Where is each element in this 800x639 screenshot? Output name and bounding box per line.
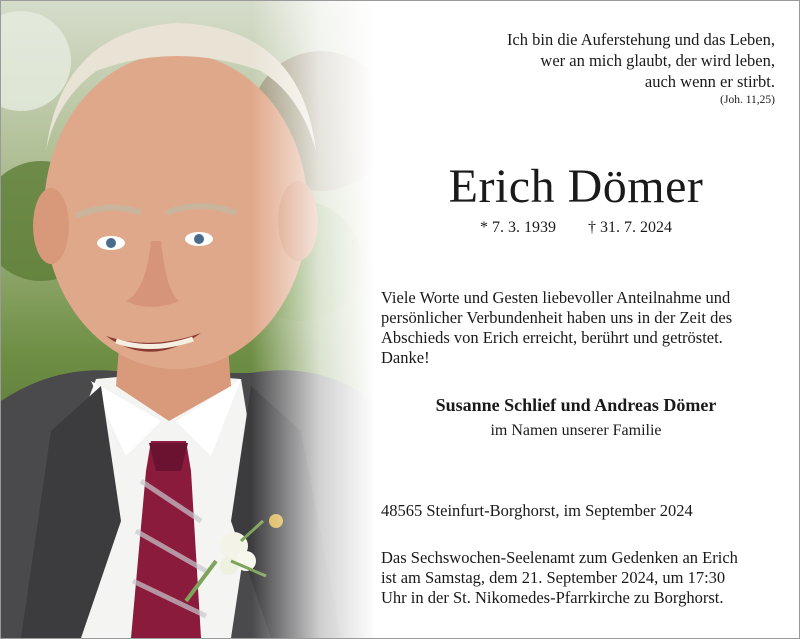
photo-fade <box>251 1 373 638</box>
verse-line: Ich bin die Auferstehung und das Leben, <box>506 30 775 49</box>
thanks-paragraph <box>381 288 773 368</box>
service-line: Das Sechswochen-Seelenamt zum Gedenken an Erich <box>381 548 738 567</box>
verse-line: auch wenn er stirbt. <box>644 72 775 91</box>
life-dates <box>377 219 775 237</box>
service-paragraph <box>381 548 773 608</box>
text-column <box>377 1 775 638</box>
verse-line: wer an mich glaubt, der wird leben, <box>540 51 775 70</box>
signer-names: Susanne Schlief und Andreas Dömer <box>435 395 717 415</box>
service-line: ist am Samstag, dem 21. September 2024, um 17:30 <box>381 568 726 587</box>
birth-date: * 7. 3. 1939 <box>480 219 556 236</box>
thanks-line: persönlicher Verbundenheit haben uns in der Zeit des <box>381 308 733 327</box>
bible-verse <box>507 29 775 108</box>
portrait-photo <box>1 1 373 638</box>
deceased-name: Erich Dömer <box>448 160 704 213</box>
service-line: Uhr in der St. Nikomedes-Pfarrkirche zu Borghorst. <box>381 588 724 607</box>
signer-subline: im Namen unserer Familie <box>490 422 662 439</box>
thanks-line: Viele Worte und Gesten liebevoller Anteilnahme und <box>381 288 731 307</box>
death-date: † 31. 7. 2024 <box>588 219 672 236</box>
thanks-line: Danke! <box>381 348 430 367</box>
place-date: 48565 Steinfurt-Borghorst, im September 2024 <box>381 501 693 520</box>
verse-reference: (Joh. 11,25) <box>720 94 775 106</box>
thanks-line: Abschieds von Erich erreicht, berührt und getröstet. <box>381 328 723 347</box>
